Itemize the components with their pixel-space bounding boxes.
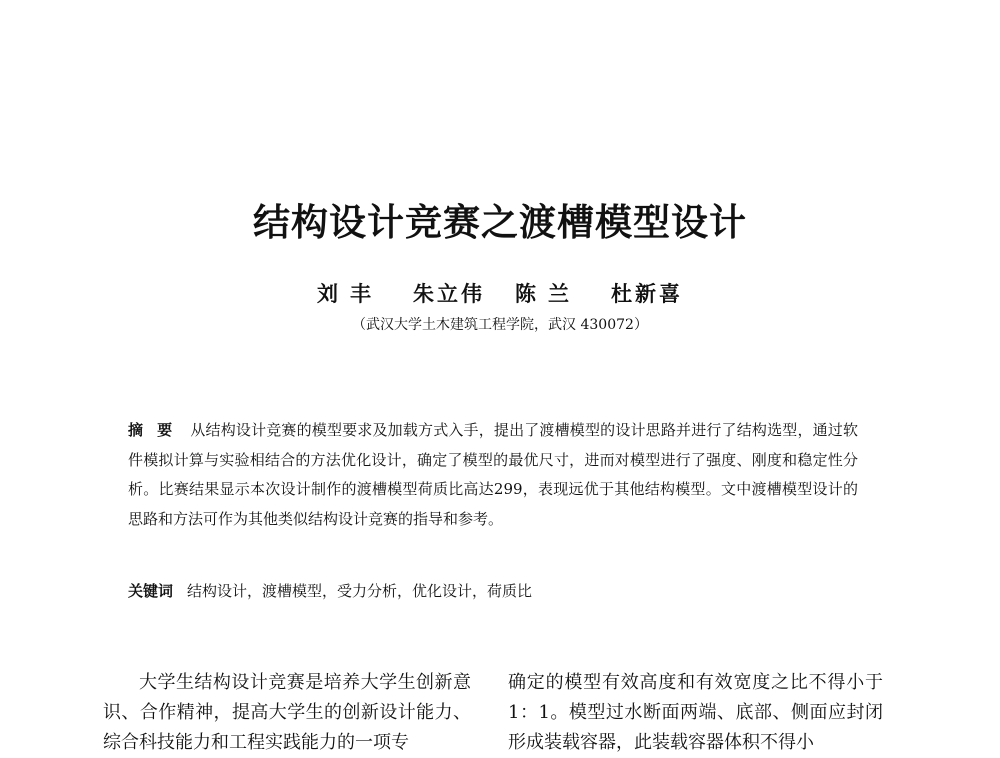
author-name: 杜新喜 [611, 281, 683, 306]
abstract-label: 摘要 [128, 421, 187, 439]
body-paragraph: 大学生结构设计竞赛是培养大学生创新意识、合作精神，提高大学生的创新设计能力、综合科技能力和工程实践能力的一项专 [103, 672, 471, 753]
keywords-text: 结构设计，渡槽模型，受力分析，优化设计，荷质比 [187, 582, 533, 600]
affiliation: （武汉大学土木建筑工程学院，武汉 430072） [352, 317, 648, 333]
body-column-left [103, 668, 471, 758]
keywords-label: 关键词 [128, 582, 174, 600]
abstract [128, 416, 858, 534]
paper-title: 结构设计竞赛之渡槽模型设计 [253, 201, 747, 244]
author-list [0, 278, 1000, 308]
keywords [128, 579, 858, 603]
author-name: 朱立伟 [413, 281, 485, 306]
body-column-right [508, 668, 883, 758]
abstract-text: 从结构设计竞赛的模型要求及加载方式入手，提出了渡槽模型的设计思路并进行了结构选型，通过软件模拟计算与实验相结合的方法优化设计，确定了模型的最优尺寸，进而对模型进行了强度、刚度和稳定性分析。比赛结果显示本次设计制作的渡槽模型荷质比高达299，表现远优于其他结构模型。文中渡槽模型设计的思路和方法可作为其他类似结构设计竞赛的指导和参考。 [128, 421, 858, 528]
author-name: 陈兰 [515, 281, 581, 306]
author-name: 刘丰 [317, 281, 383, 306]
body-paragraph: 确定的模型有效高度和有效宽度之比不得小于1：1。模型过水断面两端、底部、侧面应封闭形成装载容器，此装载容器体积不得小 [508, 672, 883, 753]
